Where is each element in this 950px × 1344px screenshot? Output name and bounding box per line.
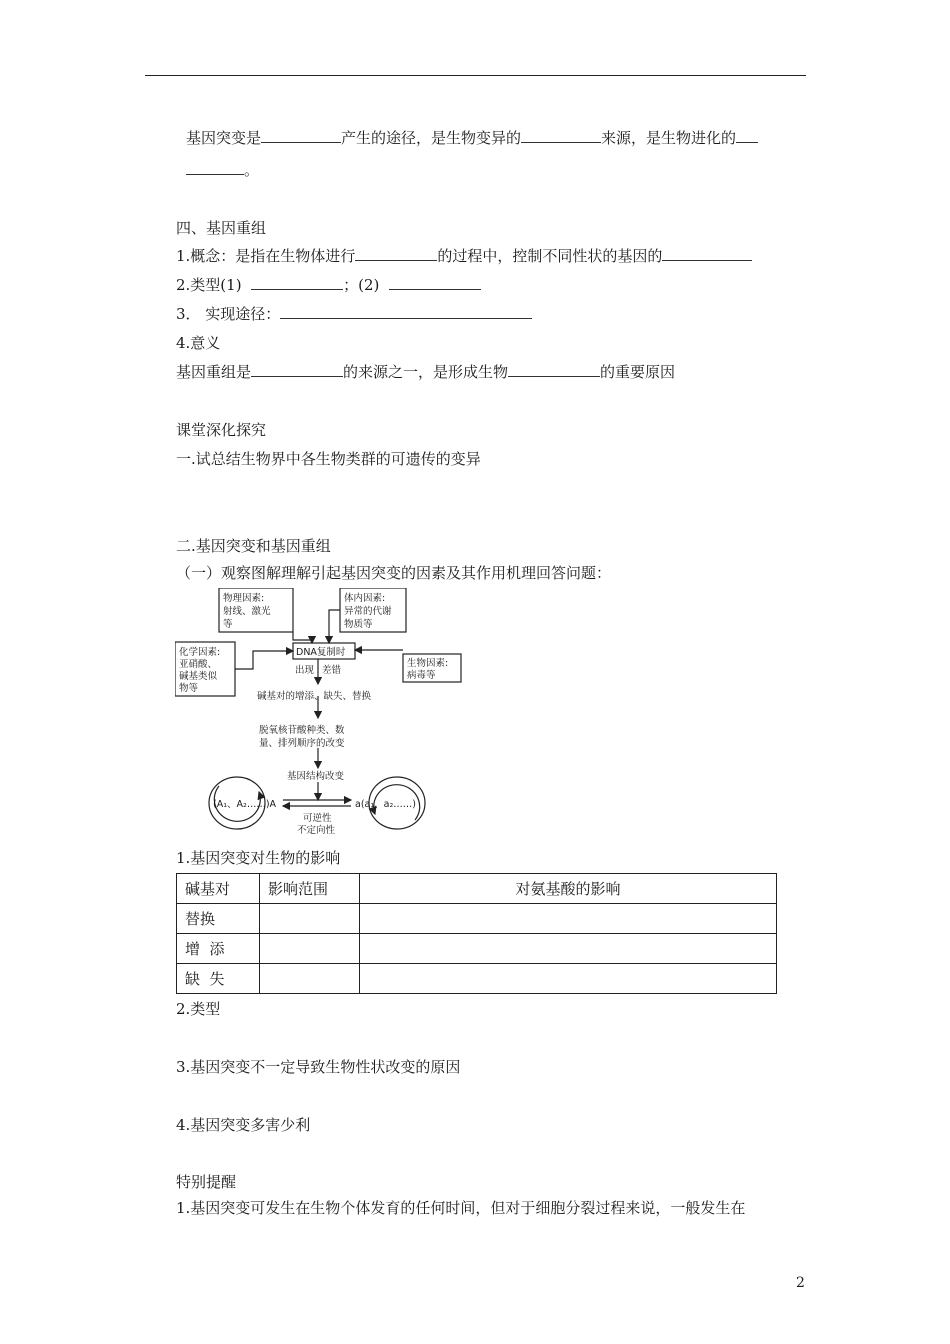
- nucleotide-change-label: 脱氧核苷酸种类、数: [259, 725, 345, 736]
- chemical-factor-label: 亚硝酸、: [179, 659, 218, 670]
- sub-question: （一）观察图解理解引起基因突变的因素及其作用机理回答问题：: [176, 564, 612, 582]
- fill-blank[interactable]: [389, 275, 481, 290]
- allele-right: a(a₁、a₂……): [355, 799, 416, 810]
- answer-cell[interactable]: [360, 964, 777, 994]
- item: 4.基因突变多害少利: [176, 1116, 311, 1134]
- table-row: [177, 934, 777, 964]
- chemical-factor-label: 碱基类似: [179, 671, 218, 682]
- error-label: 差错: [322, 665, 342, 676]
- col-header: 影响范围: [260, 874, 360, 904]
- section-heading: 四、基因重组: [176, 219, 267, 237]
- reversibility-label: 可逆性: [303, 813, 332, 824]
- undirected-label: 不定向性: [297, 825, 336, 836]
- section-heading: 课堂深化探究: [176, 421, 267, 439]
- fill-blank[interactable]: [521, 128, 601, 143]
- fill-blank[interactable]: [251, 275, 343, 290]
- significance-line: 基因重组是 的来源之一，是形成生物 的重要原因: [176, 363, 676, 381]
- fill-blank[interactable]: [355, 246, 437, 261]
- chemical-factor-label: 物等: [179, 683, 199, 694]
- row-label: 替换: [177, 904, 260, 934]
- fill-blank[interactable]: [186, 160, 244, 175]
- biological-factor-label: 生物因素:: [407, 658, 449, 669]
- chemical-factor-label: 化学因素:: [179, 647, 221, 658]
- question: 二.基因突变和基因重组: [176, 537, 331, 555]
- base-pair-change-label: 碱基对的增添、缺失、替换: [257, 691, 372, 702]
- gene-structure-label: 基因结构改变: [287, 771, 345, 782]
- note-heading: 特别提醒: [176, 1173, 237, 1191]
- table-row: [177, 904, 777, 934]
- mutation-mechanism-diagram: [175, 588, 475, 838]
- item: 3.基因突变不一定导致生物性状改变的原因: [176, 1058, 461, 1076]
- note-text: 1.基因突变可发生在生物个体发育的任何时间，但对于细胞分裂过程来说，一般发生在: [176, 1199, 746, 1217]
- fill-blank[interactable]: [662, 246, 752, 261]
- internal-factor-label: 异常的代谢: [344, 606, 392, 617]
- header-rule: [145, 75, 806, 76]
- row-label: 缺 失: [177, 964, 260, 994]
- row-label: 增 添: [177, 934, 260, 964]
- mutation-sentence: 基因突变是 产生的途径，是生物变异的 来源，是生物进化的: [186, 128, 758, 148]
- mutation-effects-table: [176, 873, 777, 994]
- mutation-sentence-cont: 。: [186, 160, 259, 180]
- internal-factor-label: 物质等: [344, 619, 373, 630]
- physical-factor-label: 等: [223, 619, 233, 630]
- answer-cell[interactable]: [260, 904, 360, 934]
- route-line: 3． 实现途径：: [176, 304, 532, 324]
- question: 一.试总结生物界中各生物类群的可遗传的变异: [176, 450, 481, 468]
- type-line: 2.类型(1) ；(2): [176, 275, 481, 295]
- physical-factor-label: 物理因素:: [223, 593, 265, 604]
- fill-blank[interactable]: [261, 128, 341, 143]
- fill-blank[interactable]: [508, 362, 600, 377]
- table-header-row: [177, 874, 777, 904]
- allele-left: (A₁、A₂……)A: [213, 799, 277, 810]
- col-header: 对氨基酸的影响: [360, 874, 777, 904]
- fill-blank[interactable]: [251, 362, 343, 377]
- answer-cell[interactable]: [260, 934, 360, 964]
- answer-cell[interactable]: [260, 964, 360, 994]
- internal-factor-label: 体内因素:: [344, 593, 386, 604]
- table-row: [177, 964, 777, 994]
- table-title: 1.基因突变对生物的影响: [176, 849, 341, 867]
- answer-cell[interactable]: [360, 904, 777, 934]
- answer-cell[interactable]: [360, 934, 777, 964]
- error-label: 出现: [295, 665, 315, 676]
- biological-factor-label: 病毒等: [407, 670, 436, 681]
- item: 2.类型: [176, 1000, 221, 1018]
- dna-replication-label: DNA复制时: [296, 647, 346, 658]
- fill-blank[interactable]: [736, 128, 758, 143]
- nucleotide-change-label: 量、排列顺序的改变: [259, 738, 345, 749]
- page-number: 2: [796, 1275, 805, 1291]
- concept-line: 1.概念：是指在生物体进行 的过程中，控制不同性状的基因的: [176, 246, 752, 266]
- physical-factor-label: 射线、激光: [223, 606, 271, 617]
- col-header: 碱基对: [177, 874, 260, 904]
- significance-label: 4.意义: [176, 334, 221, 352]
- fill-blank[interactable]: [280, 304, 532, 319]
